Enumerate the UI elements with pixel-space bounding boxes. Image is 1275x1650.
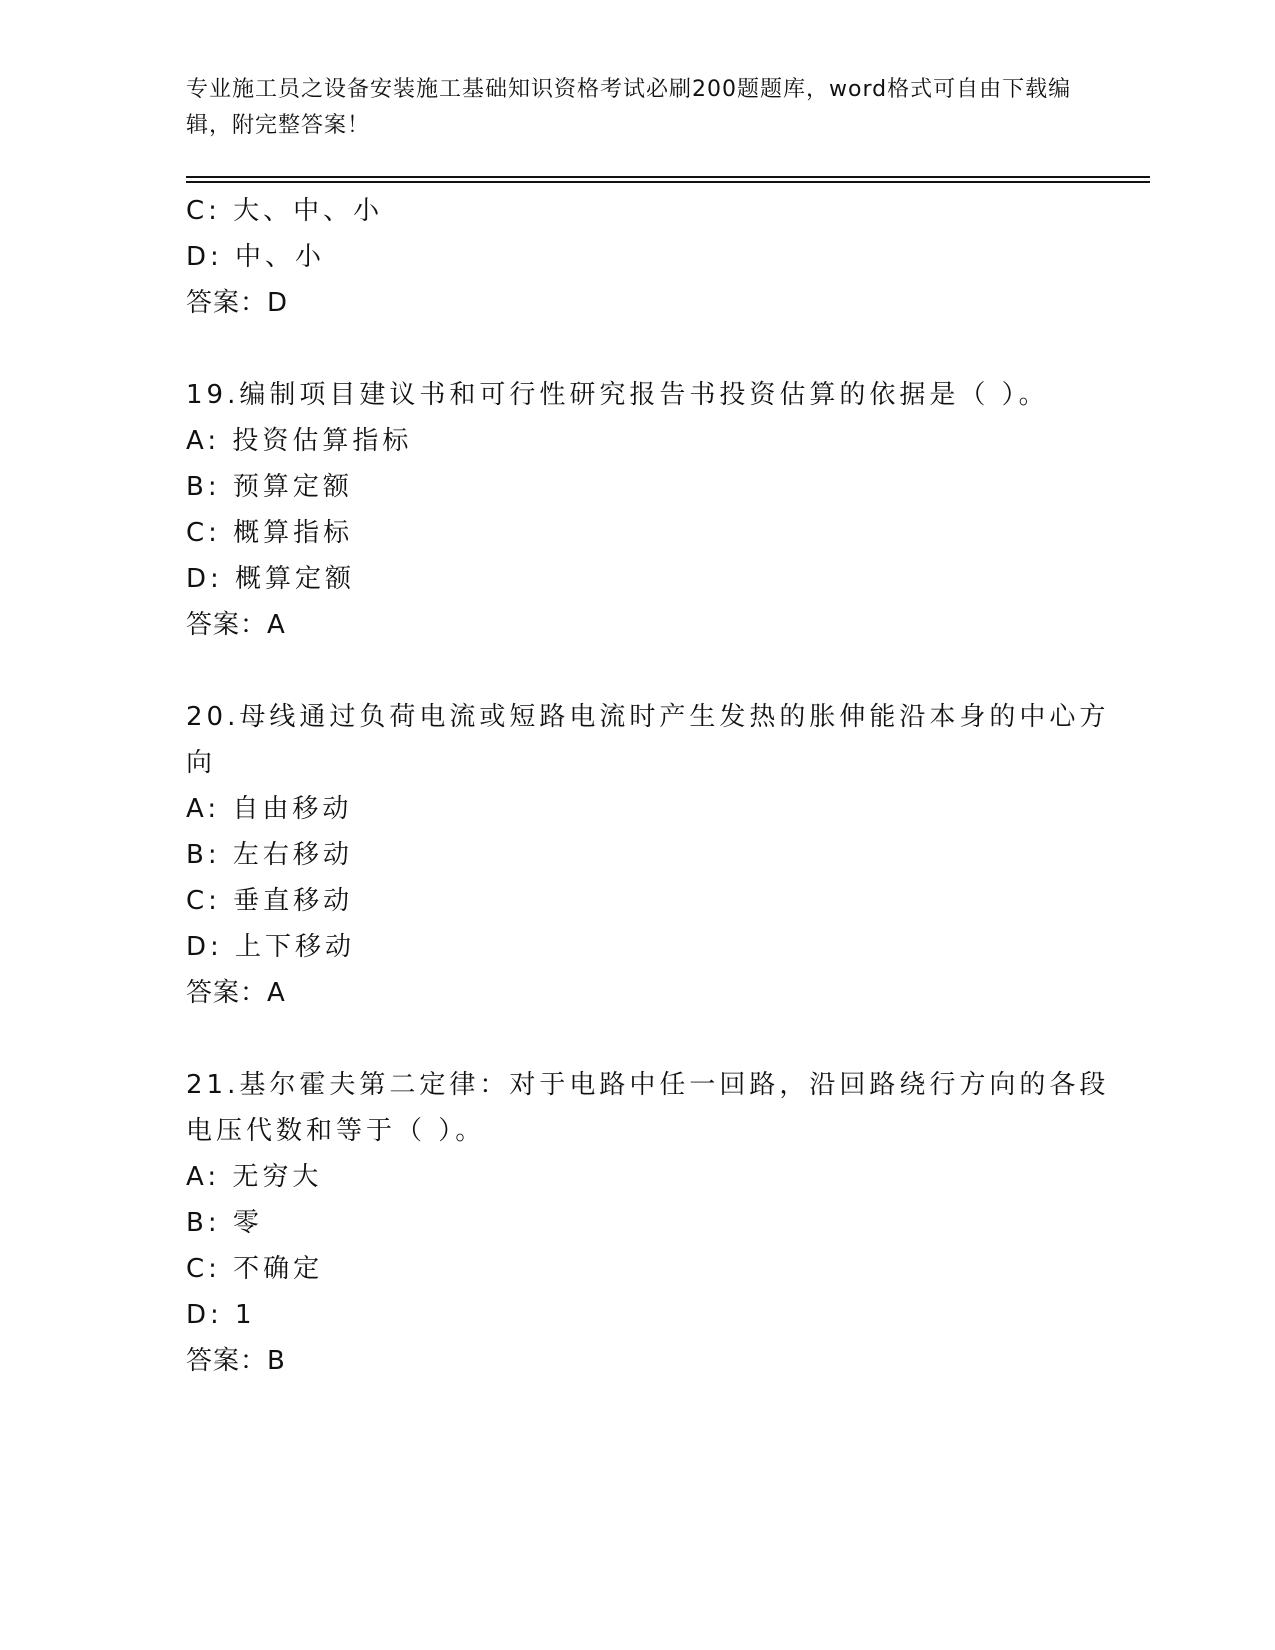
header-rule-top bbox=[186, 176, 1150, 178]
option-d: D: 1 bbox=[186, 1300, 256, 1330]
spacer bbox=[186, 326, 1086, 372]
option-c: C: 垂直移动 bbox=[186, 886, 354, 916]
option-d: D: 上下移动 bbox=[186, 932, 356, 962]
answer-line: 答案：B bbox=[186, 1346, 286, 1376]
question-stem: 21.基尔霍夫第二定律：对于电路中任一回路，沿回路绕行方向的各段 bbox=[186, 1070, 1110, 1100]
answer-line: 答案：D bbox=[186, 288, 289, 318]
question-stem: 19.编制项目建议书和可行性研究报告书投资估算的依据是（ ）。 bbox=[186, 380, 1049, 410]
question-18-continued bbox=[186, 188, 1086, 326]
option-d: D: 中、小 bbox=[186, 242, 326, 272]
option-b: B: 零 bbox=[186, 1208, 263, 1238]
question-19 bbox=[186, 372, 1086, 648]
option-d: D: 概算定额 bbox=[186, 564, 356, 594]
question-stem: 20.母线通过负荷电流或短路电流时产生发热的胀伸能沿本身的中心方 bbox=[186, 702, 1110, 732]
question-stem-continued: 向 bbox=[186, 748, 217, 778]
answer-line: 答案：A bbox=[186, 610, 286, 640]
question-20 bbox=[186, 694, 1110, 1016]
question-stem-continued: 电压代数和等于（ ）。 bbox=[186, 1116, 486, 1146]
spacer bbox=[186, 1016, 1086, 1062]
option-a: A: 自由移动 bbox=[186, 794, 353, 824]
option-a: A: 无穷大 bbox=[186, 1162, 323, 1192]
question-list bbox=[186, 188, 1110, 1384]
option-a: A: 投资估算指标 bbox=[186, 426, 413, 456]
header-rule-bottom bbox=[186, 181, 1150, 183]
option-c: C: 不确定 bbox=[186, 1254, 324, 1284]
option-b: B: 左右移动 bbox=[186, 840, 353, 870]
document-header-title: 专业施工员之设备安装施工基础知识资格考试必刷200题题库，word格式可自由下载编辑，附完整答案！ bbox=[186, 77, 1072, 138]
answer-line: 答案：A bbox=[186, 978, 286, 1008]
option-b: B: 预算定额 bbox=[186, 472, 353, 502]
spacer bbox=[186, 648, 1086, 694]
question-21 bbox=[186, 1062, 1110, 1384]
option-c: C: 概算指标 bbox=[186, 518, 354, 548]
option-c: C: 大、中、小 bbox=[186, 196, 384, 226]
